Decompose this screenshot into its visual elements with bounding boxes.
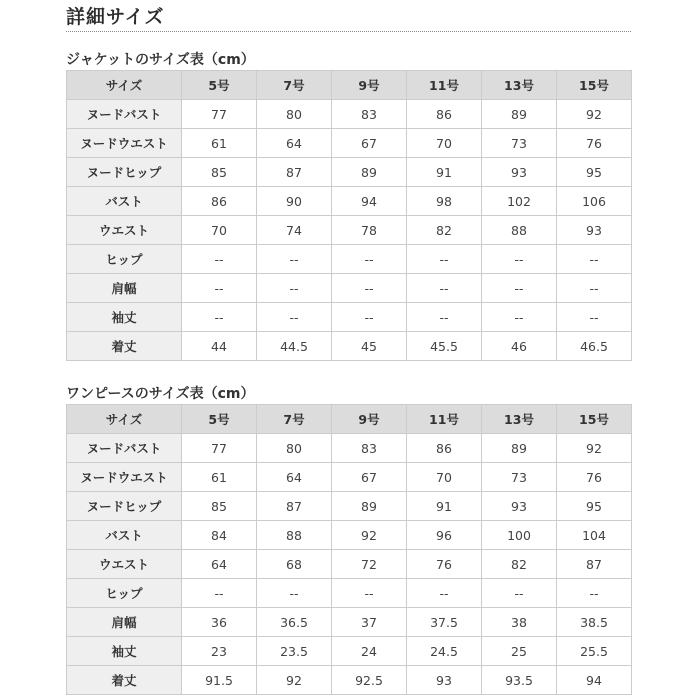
measurement-value: 92 — [332, 521, 407, 550]
measurement-value: 89 — [332, 492, 407, 521]
measurement-value: 91.5 — [182, 666, 257, 695]
table-row — [67, 492, 632, 521]
measurement-value: 70 — [407, 463, 482, 492]
measurement-label: 袖丈 — [67, 637, 182, 666]
measurement-value: 92.5 — [332, 666, 407, 695]
table-row — [67, 550, 632, 579]
measurement-value: 37 — [332, 608, 407, 637]
measurement-value: 45.5 — [407, 332, 482, 361]
measurement-value: 89 — [482, 434, 557, 463]
measurement-value: 80 — [257, 100, 332, 129]
title-divider — [66, 31, 631, 32]
measurement-value: 89 — [482, 100, 557, 129]
measurement-value: -- — [482, 303, 557, 332]
table-row — [67, 216, 632, 245]
measurement-value: 61 — [182, 129, 257, 158]
table-row — [67, 579, 632, 608]
measurement-value: 93 — [407, 666, 482, 695]
measurement-value: 85 — [182, 492, 257, 521]
measurement-value: 38.5 — [557, 608, 632, 637]
size-column-header: 15号 — [557, 71, 632, 100]
size-column-header: 13号 — [482, 405, 557, 434]
measurement-label: ヒップ — [67, 245, 182, 274]
measurement-value: -- — [332, 245, 407, 274]
table-row — [67, 463, 632, 492]
table-row — [67, 274, 632, 303]
measurement-label: バスト — [67, 521, 182, 550]
measurement-value: 64 — [257, 129, 332, 158]
size-column-header: 11号 — [407, 405, 482, 434]
size-column-header: 7号 — [257, 71, 332, 100]
measurement-value: 68 — [257, 550, 332, 579]
measurement-value: 36 — [182, 608, 257, 637]
measurement-value: 83 — [332, 434, 407, 463]
measurement-value: 64 — [182, 550, 257, 579]
measurement-value: 98 — [407, 187, 482, 216]
measurement-value: 85 — [182, 158, 257, 187]
measurement-value: 67 — [332, 463, 407, 492]
table-header-row — [67, 71, 632, 100]
table-row — [67, 434, 632, 463]
measurement-value: 77 — [182, 100, 257, 129]
measurement-label: ヒップ — [67, 579, 182, 608]
measurement-value: 82 — [482, 550, 557, 579]
measurement-value: 93 — [557, 216, 632, 245]
measurement-value: -- — [557, 579, 632, 608]
measurement-label: ウエスト — [67, 216, 182, 245]
table-row — [67, 637, 632, 666]
measurement-value: 106 — [557, 187, 632, 216]
measurement-value: -- — [182, 245, 257, 274]
measurement-value: -- — [257, 245, 332, 274]
onepiece-size-table — [66, 404, 632, 695]
measurement-value: -- — [407, 303, 482, 332]
measurement-value: 86 — [407, 100, 482, 129]
measurement-value: 46.5 — [557, 332, 632, 361]
table-row — [67, 129, 632, 158]
size-column-header: 15号 — [557, 405, 632, 434]
measurement-value: -- — [182, 579, 257, 608]
jacket-table-title: ジャケットのサイズ表（cm） — [66, 52, 255, 68]
measurement-value: -- — [482, 579, 557, 608]
measurement-value: 93 — [482, 158, 557, 187]
measurement-value: 87 — [557, 550, 632, 579]
size-column-header: 5号 — [182, 71, 257, 100]
measurement-value: 89 — [332, 158, 407, 187]
measurement-label: ヌードウエスト — [67, 463, 182, 492]
measurement-value: -- — [557, 303, 632, 332]
measurement-value: -- — [182, 303, 257, 332]
measurement-label: 肩幅 — [67, 608, 182, 637]
measurement-value: 70 — [407, 129, 482, 158]
measurement-value: -- — [482, 274, 557, 303]
measurement-value: 90 — [257, 187, 332, 216]
measurement-label: ヌードバスト — [67, 434, 182, 463]
jacket-size-table — [66, 70, 632, 361]
measurement-value: 86 — [407, 434, 482, 463]
measurement-value: 83 — [332, 100, 407, 129]
measurement-value: 36.5 — [257, 608, 332, 637]
table-row — [67, 303, 632, 332]
onepiece-table-title: ワンピースのサイズ表（cm） — [66, 386, 255, 402]
measurement-value: 74 — [257, 216, 332, 245]
measurement-value: 70 — [182, 216, 257, 245]
table-row — [67, 666, 632, 695]
measurement-value: -- — [257, 303, 332, 332]
size-column-header: 7号 — [257, 405, 332, 434]
measurement-value: 94 — [332, 187, 407, 216]
measurement-value: -- — [332, 274, 407, 303]
measurement-value: 46 — [482, 332, 557, 361]
measurement-value: -- — [557, 274, 632, 303]
measurement-value: 72 — [332, 550, 407, 579]
measurement-value: 23 — [182, 637, 257, 666]
measurement-value: 86 — [182, 187, 257, 216]
measurement-value: -- — [182, 274, 257, 303]
measurement-value: -- — [557, 245, 632, 274]
measurement-value: 45 — [332, 332, 407, 361]
measurement-value: 24 — [332, 637, 407, 666]
table-row — [67, 245, 632, 274]
table-row — [67, 187, 632, 216]
measurement-value: 24.5 — [407, 637, 482, 666]
page-title: 詳細サイズ — [66, 6, 165, 28]
measurement-value: -- — [257, 274, 332, 303]
measurement-value: -- — [332, 303, 407, 332]
measurement-value: -- — [332, 579, 407, 608]
measurement-value: 84 — [182, 521, 257, 550]
measurement-value: 44.5 — [257, 332, 332, 361]
table-row — [67, 332, 632, 361]
measurement-value: 76 — [557, 129, 632, 158]
measurement-value: 76 — [407, 550, 482, 579]
measurement-label: 着丈 — [67, 332, 182, 361]
measurement-value: 95 — [557, 492, 632, 521]
measurement-value: 61 — [182, 463, 257, 492]
measurement-value: 91 — [407, 492, 482, 521]
measurement-value: 25 — [482, 637, 557, 666]
measurement-value: -- — [407, 245, 482, 274]
measurement-value: 78 — [332, 216, 407, 245]
measurement-value: 104 — [557, 521, 632, 550]
size-column-header: 9号 — [332, 71, 407, 100]
measurement-label: バスト — [67, 187, 182, 216]
measurement-value: 38 — [482, 608, 557, 637]
measurement-value: 92 — [257, 666, 332, 695]
size-header-label: サイズ — [67, 405, 182, 434]
measurement-value: 64 — [257, 463, 332, 492]
measurement-label: 着丈 — [67, 666, 182, 695]
measurement-value: 100 — [482, 521, 557, 550]
measurement-value: 87 — [257, 158, 332, 187]
measurement-value: 88 — [482, 216, 557, 245]
measurement-value: 73 — [482, 129, 557, 158]
measurement-label: ヌードヒップ — [67, 158, 182, 187]
size-column-header: 11号 — [407, 71, 482, 100]
measurement-value: 80 — [257, 434, 332, 463]
measurement-label: 袖丈 — [67, 303, 182, 332]
measurement-value: -- — [407, 274, 482, 303]
measurement-label: ウエスト — [67, 550, 182, 579]
measurement-value: 23.5 — [257, 637, 332, 666]
measurement-value: 82 — [407, 216, 482, 245]
size-header-label: サイズ — [67, 71, 182, 100]
measurement-value: 25.5 — [557, 637, 632, 666]
measurement-value: 96 — [407, 521, 482, 550]
table-row — [67, 521, 632, 550]
measurement-value: 77 — [182, 434, 257, 463]
measurement-value: 87 — [257, 492, 332, 521]
measurement-value: 92 — [557, 434, 632, 463]
measurement-value: 93 — [482, 492, 557, 521]
measurement-value: 95 — [557, 158, 632, 187]
measurement-value: 73 — [482, 463, 557, 492]
measurement-label: ヌードヒップ — [67, 492, 182, 521]
measurement-value: 91 — [407, 158, 482, 187]
size-column-header: 5号 — [182, 405, 257, 434]
size-column-header: 13号 — [482, 71, 557, 100]
measurement-value: -- — [407, 579, 482, 608]
measurement-value: 94 — [557, 666, 632, 695]
measurement-value: -- — [482, 245, 557, 274]
measurement-value: 102 — [482, 187, 557, 216]
measurement-value: 76 — [557, 463, 632, 492]
measurement-value: 67 — [332, 129, 407, 158]
measurement-label: 肩幅 — [67, 274, 182, 303]
measurement-value: 37.5 — [407, 608, 482, 637]
table-header-row — [67, 405, 632, 434]
measurement-value: 88 — [257, 521, 332, 550]
measurement-value: -- — [257, 579, 332, 608]
measurement-label: ヌードバスト — [67, 100, 182, 129]
measurement-value: 93.5 — [482, 666, 557, 695]
measurement-value: 44 — [182, 332, 257, 361]
table-row — [67, 100, 632, 129]
table-row — [67, 158, 632, 187]
measurement-value: 92 — [557, 100, 632, 129]
size-column-header: 9号 — [332, 405, 407, 434]
table-row — [67, 608, 632, 637]
measurement-label: ヌードウエスト — [67, 129, 182, 158]
